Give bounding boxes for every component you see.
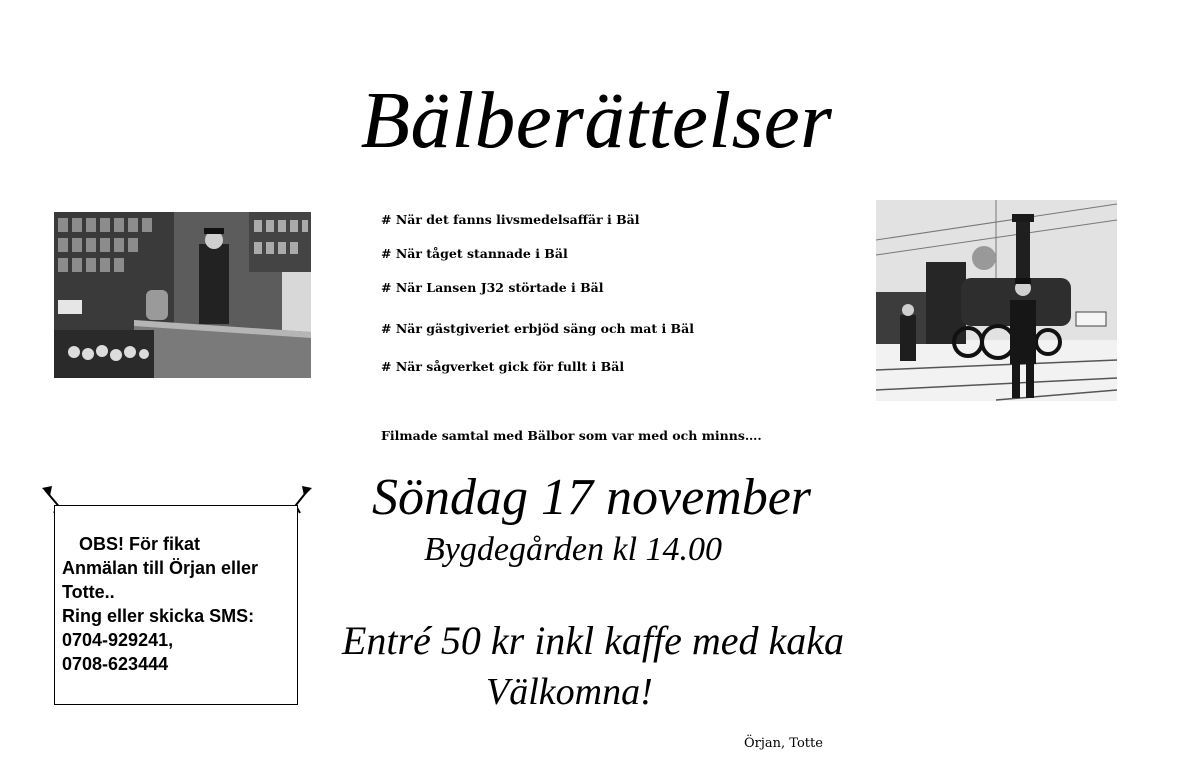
fika-notice-box: [54, 505, 298, 705]
notice-line-totte: Totte..: [62, 582, 115, 602]
notice-line-registration: Anmälan till Örjan eller: [62, 558, 259, 578]
notice-phone-1: 0704-929241,: [62, 630, 174, 650]
notice-line-call-sms: Ring eller skicka SMS:: [62, 606, 255, 626]
fika-notice-text: [62, 532, 258, 676]
event-date: Söndag 17 november: [372, 469, 812, 526]
topic-train: # När tåget stannade i Bäl: [381, 246, 568, 261]
filmed-conversations-note: Filmade samtal med Bälbor som var med och minns….: [381, 428, 762, 443]
notice-line-obs: OBS! För fikat: [79, 534, 201, 554]
grocery-store-photo: [54, 212, 311, 378]
topic-sawmill: # När sågverket gick för fullt i Bäl: [381, 359, 625, 374]
signature: Örjan, Totte: [744, 736, 823, 751]
topic-lansen-crash: # När Lansen J32 störtade i Bäl: [381, 280, 604, 295]
steam-locomotive-photo: [876, 200, 1117, 401]
event-entry-fee: Entré 50 kr inkl kaffe med kaka: [342, 618, 845, 663]
notice-phone-2: 0708-623444: [62, 654, 169, 674]
event-welcome: Välkomna!: [486, 671, 653, 713]
topic-grocery-store: # När det fanns livsmedelsaffär i Bäl: [381, 212, 640, 227]
poster-title: Bälberättelser: [360, 77, 833, 165]
event-venue: Bygdegården kl 14.00: [424, 531, 723, 568]
topic-inn: # När gästgiveriet erbjöd säng och mat i Bäl: [381, 321, 694, 336]
